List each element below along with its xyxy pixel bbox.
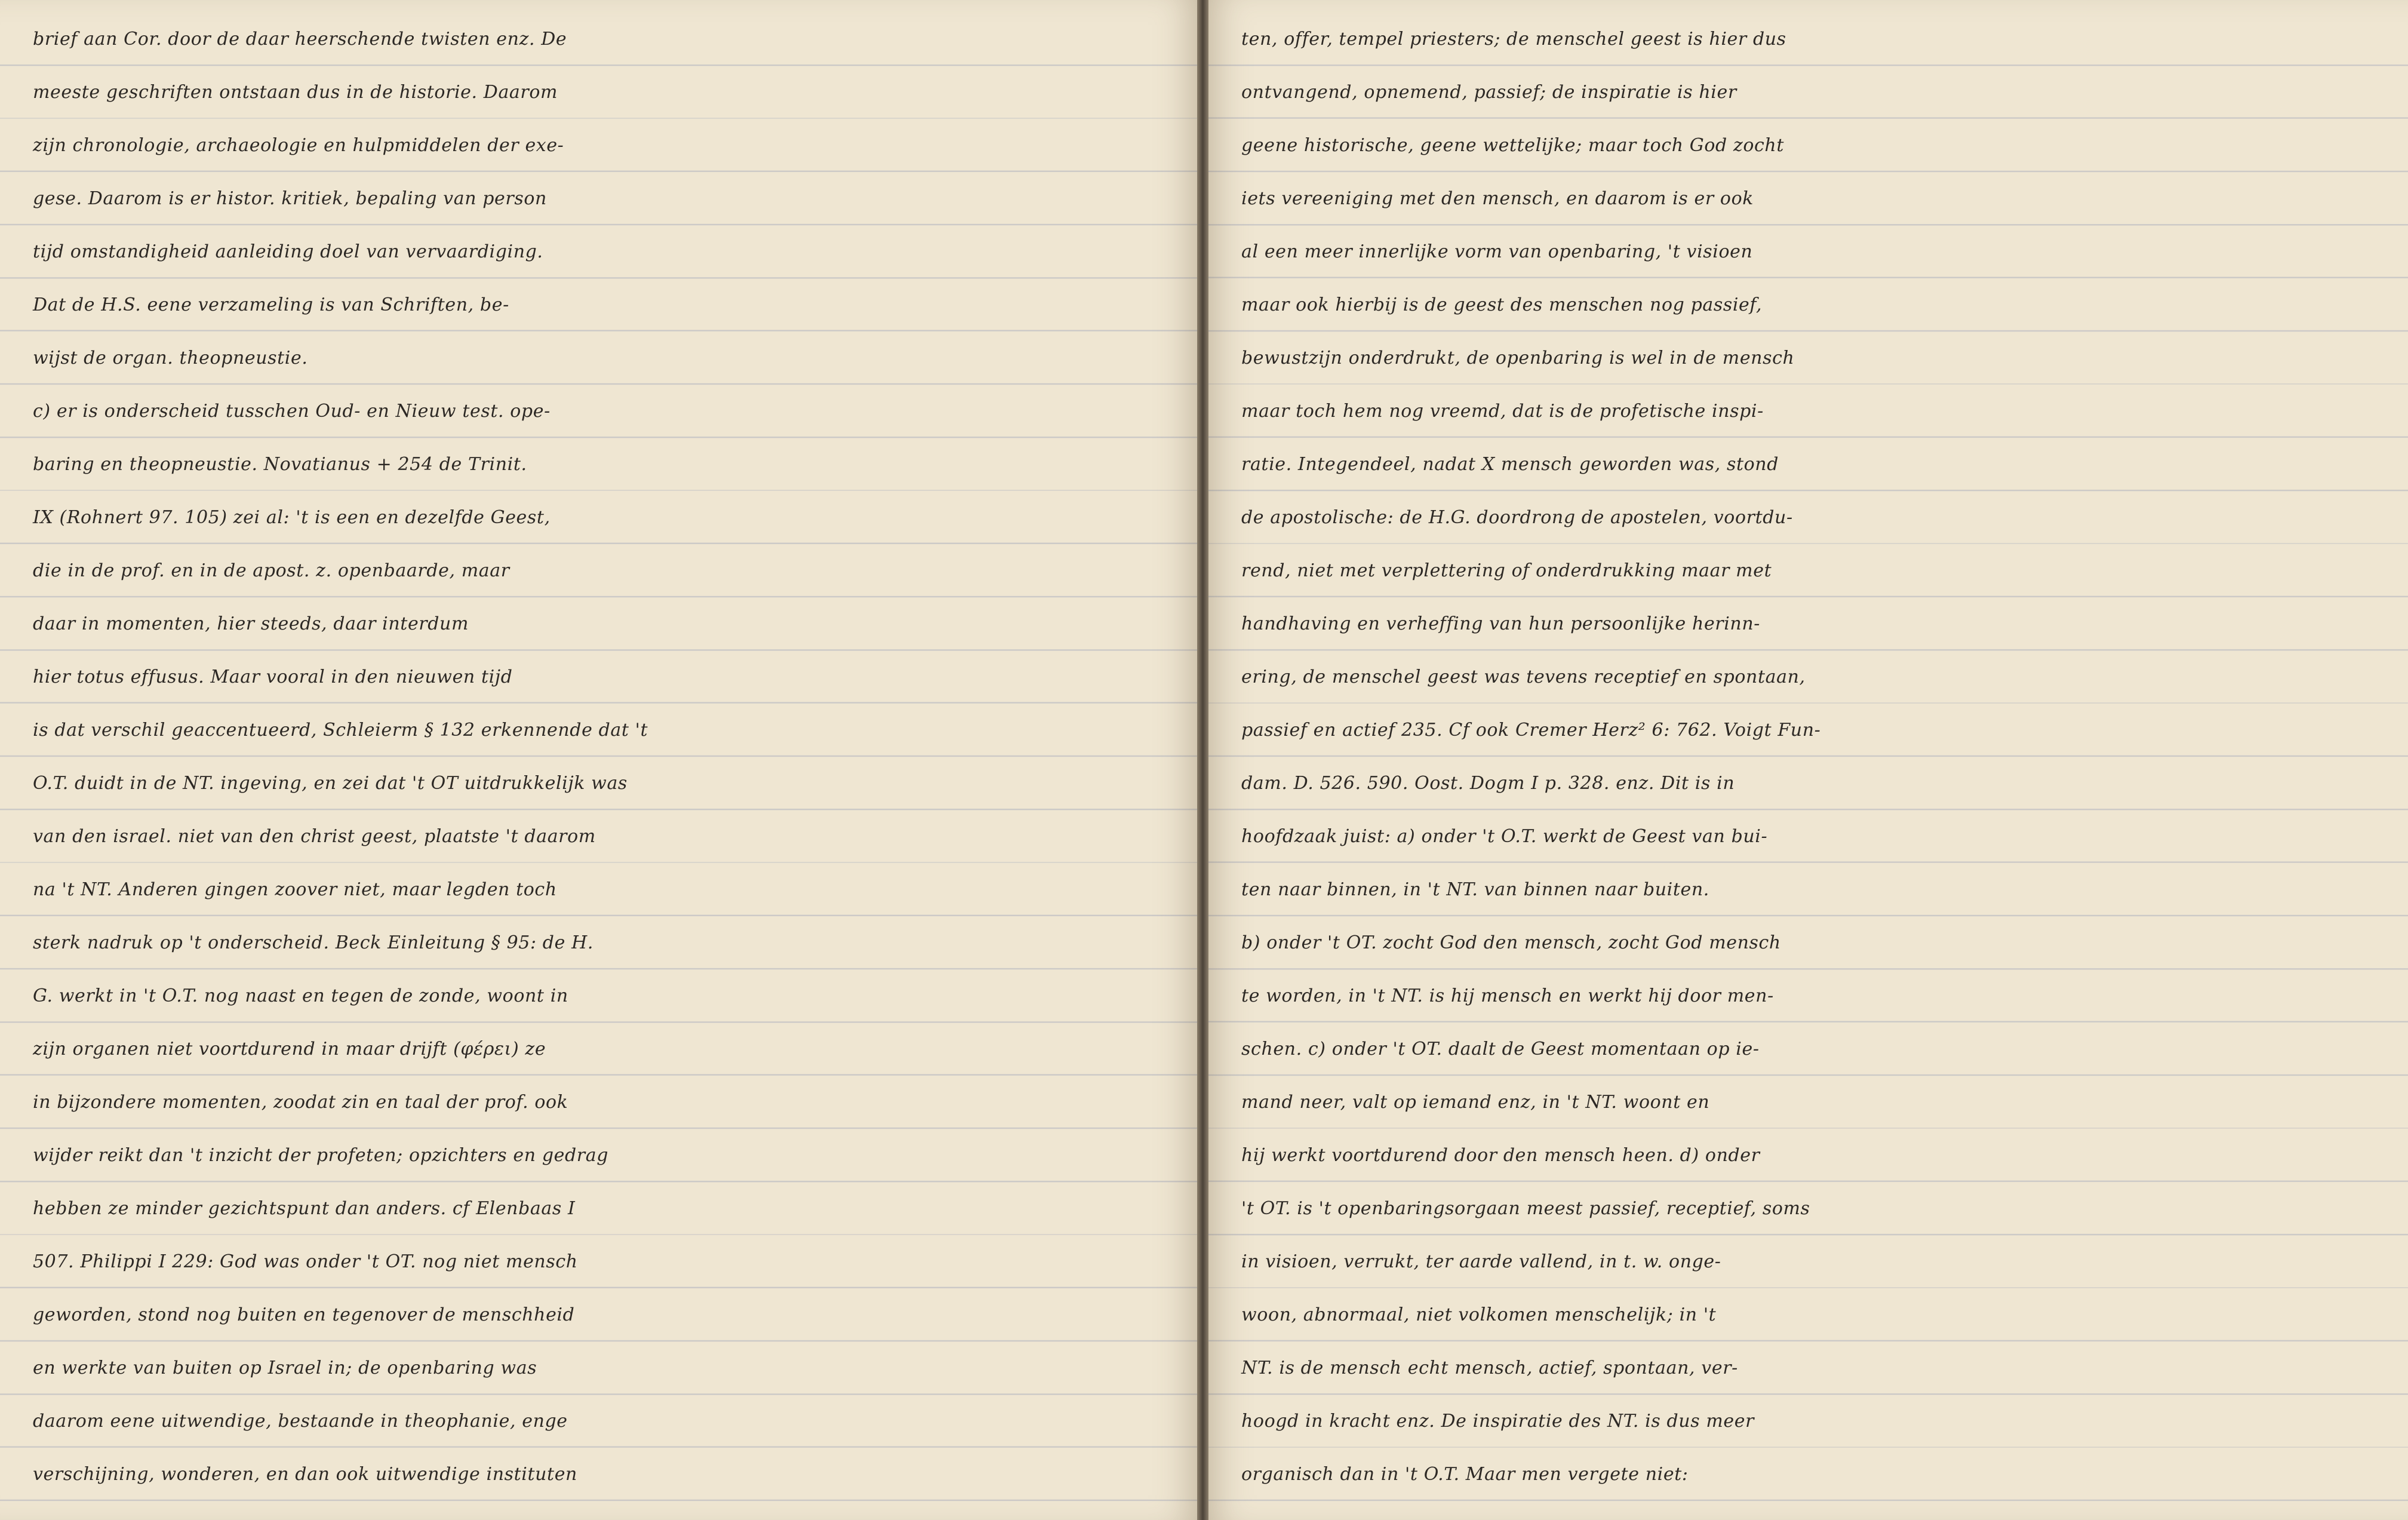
handwritten-line: ratie. Integendeel, nadat X mensch geworden was, stond [1241, 454, 1779, 475]
handwritten-line: in visioen, verrukt, ter aarde vallend, in t. w. onge- [1241, 1251, 1721, 1272]
handwritten-line: hebben ze minder gezichtspunt dan anders. cf Elenbaas I [33, 1198, 576, 1219]
handwritten-line: dam. D. 526. 590. Oost. Dogm I p. 328. enz. Dit is in [1241, 773, 1735, 794]
handwritten-line: organisch dan in 't O.T. Maar men vergete niet: [1241, 1464, 1689, 1485]
handwritten-line: daar in momenten, hier steeds, daar interdum [33, 613, 469, 634]
handwritten-line: c) er is onderscheid tusschen Oud- en Nieuw test. ope- [33, 401, 551, 422]
handwritten-line: na 't NT. Anderen gingen zoover niet, maar legden toch [33, 879, 557, 900]
handwritten-line: ten naar binnen, in 't NT. van binnen naar buiten. [1241, 879, 1709, 900]
handwritten-line: te worden, in 't NT. is hij mensch en werkt hij door men- [1241, 985, 1774, 1006]
right-page-text [1241, 13, 2101, 1501]
handwritten-line: iets vereeniging met den mensch, en daarom is er ook [1241, 188, 1754, 209]
left-page-text [33, 13, 899, 1501]
handwritten-line: handhaving en verheffing van hun persoonlijke herinn- [1241, 613, 1761, 634]
handwritten-line: brief aan Cor. door de daar heerschende twisten enz. De [33, 29, 567, 50]
handwritten-line: de apostolische: de H.G. doordrong de apostelen, voortdu- [1241, 507, 1793, 528]
handwritten-line: NT. is de mensch echt mensch, actief, spontaan, ver- [1241, 1358, 1738, 1378]
handwritten-line: is dat verschil geaccentueerd, Schleierm § 132 erkennende dat 't [33, 720, 648, 741]
handwritten-line: ten, offer, tempel priesters; de menschel geest is hier dus [1241, 29, 1786, 50]
handwritten-line: mand neer, valt op iemand enz, in 't NT. woont en [1241, 1092, 1710, 1113]
handwritten-line: hoogd in kracht enz. De inspiratie des NT. is dus meer [1241, 1411, 1755, 1432]
handwritten-line: G. werkt in 't O.T. nog naast en tegen de zonde, woont in [33, 985, 568, 1006]
handwritten-line: IX (Rohnert 97. 105) zei al: 't is een en dezelfde Geest, [33, 507, 551, 528]
handwritten-line: hij werkt voortdurend door den mensch heen. d) onder [1241, 1145, 1760, 1166]
handwritten-line: baring en theopneustie. Novatianus + 254 de Trinit. [33, 454, 527, 475]
handwritten-line: sterk nadruk op 't onderscheid. Beck Einleitung § 95: de H. [33, 932, 593, 953]
handwritten-line: gese. Daarom is er histor. kritiek, bepaling van person [33, 188, 547, 209]
handwritten-line: geworden, stond nog buiten en tegenover de menschheid [33, 1304, 575, 1325]
handwritten-line: verschijning, wonderen, en dan ook uitwendige instituten [33, 1464, 577, 1485]
handwritten-line: schen. c) onder 't OT. daalt de Geest momentaan op ie- [1241, 1039, 1760, 1060]
handwritten-line: bewustzijn onderdrukt, de openbaring is wel in de mensch [1241, 348, 1795, 369]
handwritten-line: hier totus effusus. Maar vooral in den nieuwen tijd [33, 667, 513, 687]
handwritten-line: maar toch hem nog vreemd, dat is de profetische inspi- [1241, 401, 1764, 422]
handwritten-line: van den israel. niet van den christ geest, plaatste 't daarom [33, 826, 596, 847]
handwritten-line: wijst de organ. theopneustie. [33, 348, 308, 369]
handwritten-line: woon, abnormaal, niet volkomen menschelijk; in 't [1241, 1304, 1717, 1325]
handwritten-line: ontvangend, opnemend, passief; de inspiratie is hier [1241, 82, 1737, 103]
handwritten-line: in bijzondere momenten, zoodat zin en taal der prof. ook [33, 1092, 568, 1113]
handwritten-line: die in de prof. en in de apost. z. openbaarde, maar [33, 560, 510, 581]
handwritten-line: maar ook hierbij is de geest des menschen nog passief, [1241, 294, 1763, 315]
handwritten-line: rend, niet met verplettering of onderdrukking maar met [1241, 560, 1772, 581]
handwritten-line: zijn organen niet voortdurend in maar drijft (φέρει) ze [33, 1039, 546, 1060]
handwritten-line: 507. Philippi I 229: God was onder 't OT. nog niet mensch [33, 1251, 578, 1272]
handwritten-line: zijn chronologie, archaeologie en hulpmiddelen der exe- [33, 135, 564, 156]
handwritten-line: ering, de menschel geest was tevens receptief en spontaan, [1241, 667, 1806, 687]
handwritten-line: O.T. duidt in de NT. ingeving, en zei dat 't OT uitdrukkelijk was [33, 773, 628, 794]
handwritten-line: wijder reikt dan 't inzicht der profeten; opzichters en gedrag [33, 1145, 609, 1166]
handwritten-line: passief en actief 235. Cf ook Cremer Herz² 6: 762. Voigt Fun- [1241, 720, 1821, 741]
handwritten-line: 't OT. is 't openbaringsorgaan meest passief, receptief, soms [1241, 1198, 1810, 1219]
right-page [1208, 0, 2408, 1520]
handwritten-line: meeste geschriften ontstaan dus in de historie. Daarom [33, 82, 558, 103]
binding-gutter [1197, 0, 1208, 1520]
handwritten-line: al een meer innerlijke vorm van openbaring, 't visioen [1241, 241, 1753, 262]
handwritten-line: geene historische, geene wettelijke; maar toch God zocht [1241, 135, 1785, 156]
handwritten-line: b) onder 't OT. zocht God den mensch, zocht God mensch [1241, 932, 1781, 953]
handwritten-line: daarom eene uitwendige, bestaande in theophanie, enge [33, 1411, 568, 1432]
handwritten-line: tijd omstandigheid aanleiding doel van vervaardiging. [33, 241, 543, 262]
left-page [0, 0, 1197, 1520]
handwritten-line: Dat de H.S. eene verzameling is van Schriften, be- [33, 294, 509, 315]
handwritten-line: en werkte van buiten op Israel in; de openbaring was [33, 1358, 537, 1378]
handwritten-line: hoofdzaak juist: a) onder 't O.T. werkt de Geest van bui- [1241, 826, 1768, 847]
